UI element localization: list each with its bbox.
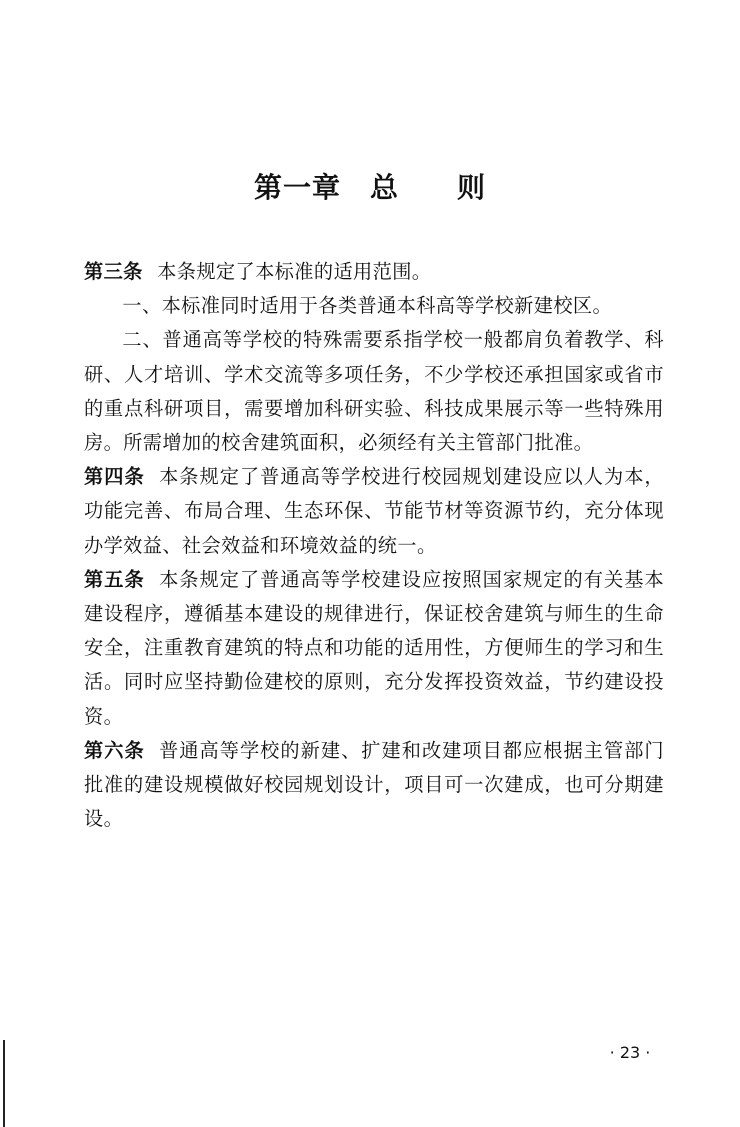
article-label: 第五条: [84, 567, 145, 591]
article-3-item-2: [84, 323, 664, 460]
article-text: 本条规定了本标准的适用范围。: [157, 260, 432, 283]
article-4: [84, 460, 664, 563]
article-6: [84, 734, 664, 837]
scan-edge-mark: [3, 1040, 5, 1127]
article-text: 普通高等学校的新建、扩建和改建项目都应根据主管部门批准的建设规模做好校园规划设计，项目可一次建成，也可分期建设。: [84, 738, 664, 831]
article-5: [84, 563, 664, 734]
page-number: · 23 ·: [609, 1043, 651, 1062]
article-text: 本条规定了普通高等学校进行校园规划建设应以人为本，功能完善、布局合理、生态环保、节能节材等资源节约，充分体现办学效益、社会效益和环境效益的统一。: [84, 465, 664, 557]
article-3: [84, 255, 664, 289]
article-text: 一、本标准同时适用于各类普通本科高等学校新建校区。: [122, 294, 613, 318]
article-label: 第六条: [84, 738, 145, 762]
article-text: 本条规定了普通高等学校建设应按照国家规定的有关基本建设程序，遵循基本建设的规律进行，保证校舍建筑与师生的生命安全，注重教育建筑的特点和功能的适用性，方便师生的学习和生活。同时应坚持勤俭建校的原则，充分发挥投资效益，节约建设投资。: [84, 567, 664, 728]
document-body: [84, 255, 664, 836]
article-label: 第三条: [84, 260, 143, 283]
chapter-title: 第一章 总 则: [253, 171, 486, 204]
article-3-item-1: [84, 289, 664, 323]
article-label: 第四条: [84, 465, 145, 489]
article-text: 二、普通高等学校的特殊需要系指学校一般都肩负着教学、科研、人才培训、学术交流等多项任务，不少学校还承担国家或省市的重点科研项目，需要增加科研实验、科技成果展示等一些特殊用房。所需增加的校舍建筑面积，必须经有关主管部门批准。: [84, 328, 664, 455]
